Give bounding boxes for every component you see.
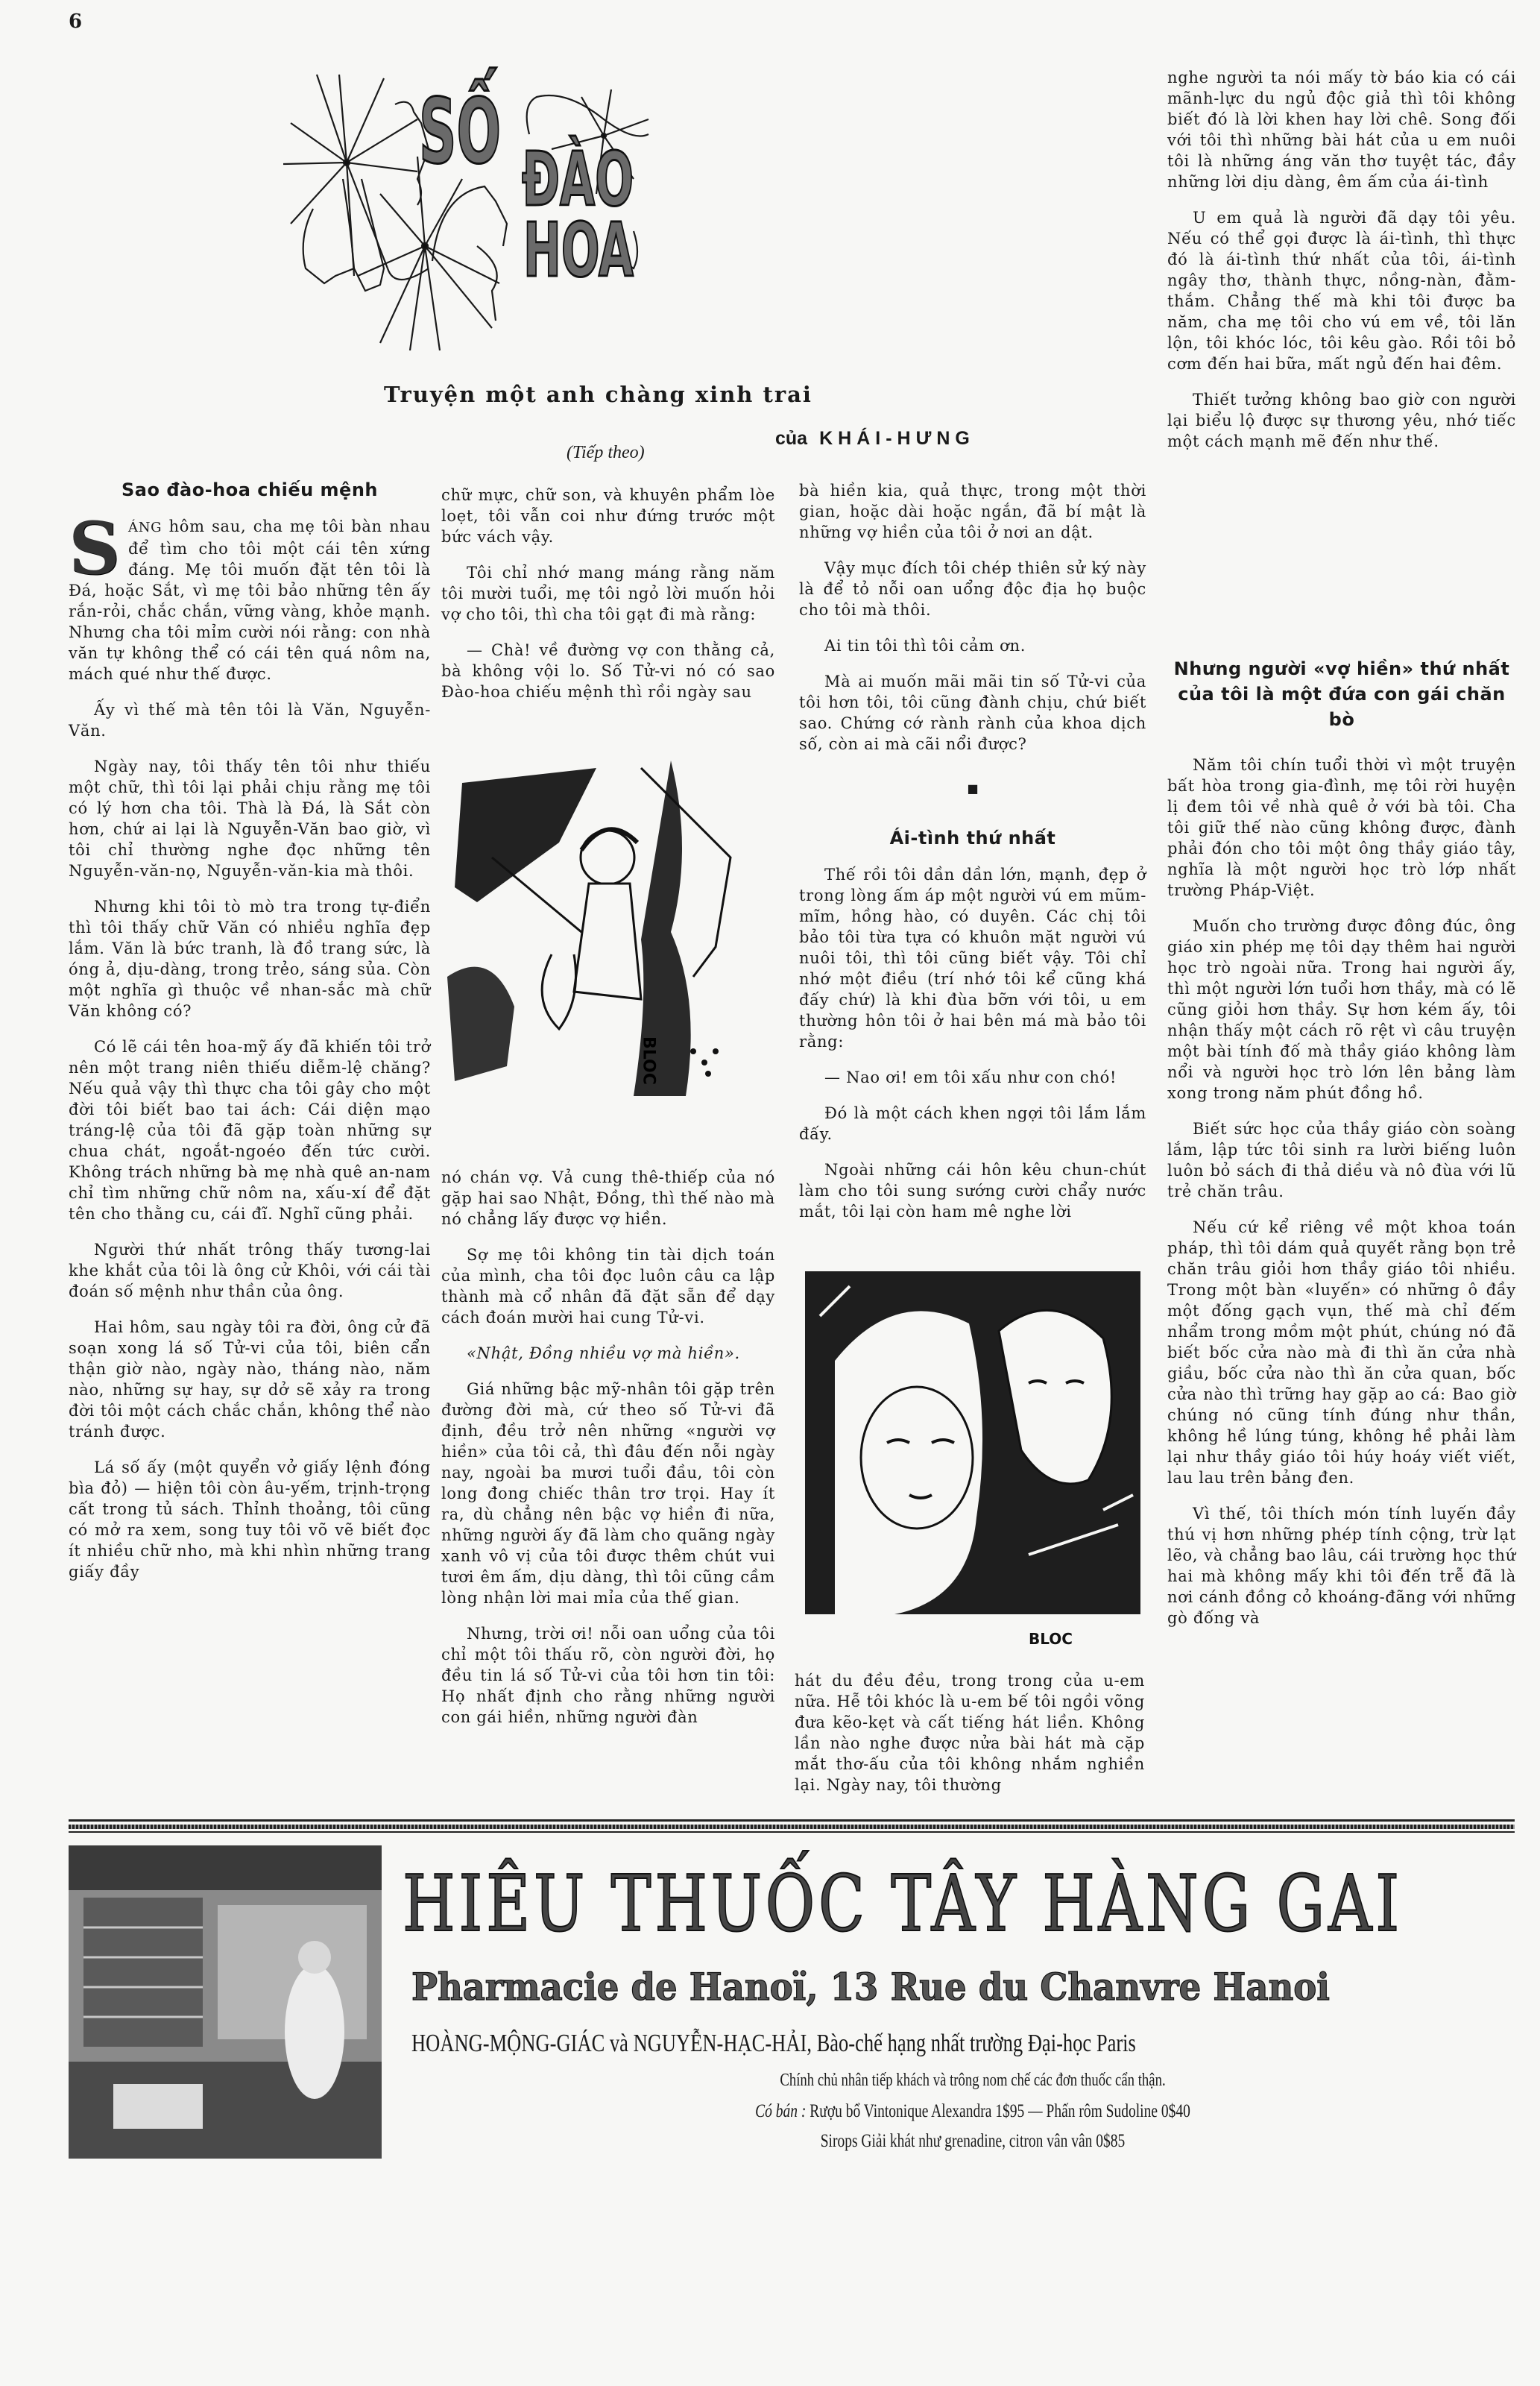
paragraph: Có lẽ cái tên hoa-mỹ ấy đã khiến tôi trở nên một trang niên thiếu diễm-lệ chăng? Nếu quả vậy thì thực cha tôi gây cho một đời tôi biết bao tai ách: Cái diện mạo tráng-lệ của tôi đã gặp toàn những sự chua chát, ngoắt-ngoéo đến tức cười. Không trách những bà mẹ nhà quê an-nam chỉ tìm những chữ nôm na, xấu-xí để đặt tên cho thằng cu, cái đĩ. Nghĩ cũng phải. xyxy=(69,1038,431,1223)
paragraph: U em quả là người đã dạy tôi yêu. Nếu có thể gọi được là ái-tình, thì thực đó là ái-tình thứ nhất của tôi, ái-tình ngây thơ, thành thực, nồng-nàn, đằm-thắm. Chẳng thế mà khi tôi được ba năm, cha mẹ tôi cho vú em về, tôi lăn lộn, tôi khóc lóc, tôi kêu gào. Rồi tôi bỏ cơm đến hai bữa, mất ngủ đến hai đêm. xyxy=(1167,209,1516,373)
ad-title: HIÊU THUỐC TÂY HÀNG GAI xyxy=(403,1858,1403,1949)
column-2-top xyxy=(441,485,775,717)
paragraph: Ngày nay, tôi thấy tên tôi như thiếu một chữ, thì tôi lại phải chịu rằng mẹ tôi có lý hơn cha tôi. Thà là Đá, là Sắt còn hơn, chứ ai lại là Nguyễn-Văn bao giờ, vì tôi chỉ thường nghe đọc những tên Nguyễn-văn-nọ, Nguyễn-văn-kia mà thôi. xyxy=(69,758,431,880)
paragraph: Đó là một cách khen ngợi tôi lắm lắm đấy. xyxy=(799,1104,1146,1143)
paragraph: Năm tôi chín tuổi thời vì một truyện bất hòa trong gia-đình, mẹ tôi rời huyện lị đem tôi về nhà quê ở với bà tôi. Cha tôi giữ thế nào cũng không được, đành phải đón cho tôi một ông thầy giáo tây, nghĩa là một người học trò lớp nhất trường Pháp-Việt. xyxy=(1167,756,1516,899)
paragraph: Tôi chỉ nhớ mang máng rằng năm tôi mười tuổi, mẹ tôi ngỏ lời muốn hỏi vợ cho tôi, thì cha tôi gạt đi mà rằng: xyxy=(441,564,775,623)
column-1 xyxy=(69,477,431,1597)
dropcap-continuation: ÁNG xyxy=(128,520,162,535)
illustration-woman-with-fan xyxy=(447,753,768,1126)
paragraph: Ngoài những cái hôn kêu chun-chút làm cho tôi sung sướng cười chẩy nước mắt, tôi lại còn ham mê nghe lời xyxy=(799,1161,1146,1221)
ad-line-products xyxy=(557,2101,1388,2122)
paragraph: Thiết tưởng không bao giờ con người lại biểu lộ được sự thương yêu, nhớ tiếc một cách mạnh mẽ đến như thế. xyxy=(1167,391,1516,450)
divider-rule xyxy=(69,1819,1515,1822)
paragraph: Hai hôm, sau ngày tôi ra đời, ông cử đã soạn xong lá số Tử-vi của tôi, biên cẩn thận giờ nào, ngày nào, tháng nào, năm nào, những sự hay, sự dở sẽ xảy ra trong đời tôi một cách chắc chắn, không thể nào tránh được. xyxy=(69,1318,431,1441)
ad-line-syrups: Sirops Giải khát như grenadine, citron vân vân 0$85 xyxy=(820,2131,1126,2151)
paragraph: Biết sức học của thầy giáo còn soàng lắm, lập tức tôi sinh ra lười biếng luôn luôn bỏ sách đi thả diều và nô đùa với lũ trẻ chăn trâu. xyxy=(1167,1120,1516,1200)
ad-products-label: Có bán : xyxy=(755,2101,807,2121)
byline xyxy=(775,428,975,450)
page-number: 6 xyxy=(69,10,83,33)
section-ornament: ■ xyxy=(967,781,979,796)
paragraph: bà hiền kia, quả thực, trong một thời gian, hoặc dài hoặc ngắn, đã bí mật là những vợ hiền của tôi ở nơi an dật. xyxy=(799,482,1146,541)
paragraph: Vì thế, tôi thích món tính luyến đầy thú vị hơn những phép tính cộng, trừ lạt lẽo, và chẳng bao lâu, cái trường học thứ hai mà không mấy khi tôi đến trễ đã là nơi cánh đồng cỏ khoáng-đãng với những gò đống và xyxy=(1167,1505,1516,1627)
paragraph: Sợ mẹ tôi không tin tài dịch toán của mình, cha tôi đọc luôn câu ca lập thành mà cổ nhân đã đặt sẵn để dạy cách đoán mười hai cung Tử-vi. xyxy=(441,1246,775,1326)
column-4-bottom xyxy=(1167,656,1516,1643)
column-2-bottom xyxy=(441,1167,775,1743)
pharmacy-photo xyxy=(69,1845,382,2159)
paragraph: nghe người ta nói mấy tờ báo kia có cái mãnh-lực du ngủ độc giả thì tôi không biết đó là lời khen hay lời chê. Song đối với tôi thì những bài hát của u em nuôi tôi là những áng văn thơ tuyệt tác, đầy những lời dịu dàng, êm ấm của ái-tình xyxy=(1167,69,1516,191)
column-4-top xyxy=(1167,67,1516,467)
paragraph: Nhưng khi tôi tò mò tra trong tự-điển thì tôi thấy chữ Văn có nhiều nghĩa đẹp lắm. Văn là bức tranh, là đồ trang sức, là óng ả, dịu-dàng, trong trẻo, sáng sủa. Còn một nghĩa gì thuộc về nhan-sắc mà chữ Văn không có? xyxy=(69,898,431,1020)
ad-products-text: Rượu bổ Vintonique Alexandra 1$95 — Phấn rôm Sudoline 0$40 xyxy=(810,2101,1190,2121)
logo-word-so: SỐ xyxy=(419,81,560,184)
paragraph-text: hôm sau, cha mẹ tôi bàn nhau để tìm cho tôi một cái tên xứng đáng. Mẹ tôi muốn đặt tên tôi là Đá, hoặc Sắt, vì mẹ tôi bảo những tên ấy rắn-rỏi, chắc chắn, vững vàng, khỏe mạnh. Nhưng cha tôi mỉm cười nói rằng: con nhà văn tự không thể có cái tên quá nôm na, mách qué như thế được. xyxy=(69,517,431,683)
section-heading: Ái-tình thứ nhất xyxy=(889,828,1056,849)
column-3-bottom xyxy=(795,1670,1145,1810)
ad-french-address: Pharmacie de Hanoï, 13 Rue du Chanvre Hanoi xyxy=(411,1965,1330,2009)
logo-word-dao: ĐÀO xyxy=(522,136,634,223)
paragraph: Người thứ nhất trông thấy tương-lai khe khắt của tôi là ông cử Khôi, với cái tài đoán số mệnh như thần của ông. xyxy=(69,1241,431,1300)
byline-prefix: của xyxy=(775,428,808,449)
column-3-top xyxy=(799,480,1146,1237)
continued-label: (Tiếp theo) xyxy=(567,443,645,462)
author-name: KHÁI-HƯNG xyxy=(819,428,975,449)
flower-left xyxy=(283,75,429,291)
drop-cap: S xyxy=(69,506,122,591)
quote: «Nhật, Đồng nhiều vợ mà hiền». xyxy=(467,1344,740,1362)
illustration-signature: BLOC xyxy=(639,1036,658,1085)
paragraph xyxy=(69,506,431,684)
illustration-signature: BLOC xyxy=(1029,1630,1073,1648)
story-subtitle: Truyện một anh chàng xinh trai xyxy=(384,382,812,407)
paragraph: Mà ai muốn mãi mãi tin số Tử-vi của tôi hơn tôi, tôi cũng đành chịu, chứ biết sao. Chứng cớ rành rành của khoa dịch số, còn ai mà cãi nổi được? xyxy=(799,673,1146,753)
paragraph: Giá những bậc mỹ-nhân tôi gặp trên đường đời mà, cứ theo số Tử-vi đã định, đều trở nên những «người vợ hiền» của tôi cả, thì đâu đến nỗi ngày nay, ngoài ba mươi tuổi đầu, tôi còn long đong chiếc thân trơ trọi. Hay ít ra, dù chẳng nên bậc vợ hiền đi nữa, những người ấy đã làm cho quãng ngày xanh vô vị của tôi được thêm chút vui tươi êm ấm, dịu dàng, thì tôi cũng cầm lòng nhận lời mai mỉa của thế gian. xyxy=(441,1380,775,1607)
ad-owners: HOÀNG-MỘNG-GIÁC và NGUYỄN-HẠC-HẢI, Bào-chế hạng nhất trường Đại-học Paris xyxy=(411,2030,1136,2057)
section-heading: Nhưng người «vợ hiền» thứ nhất của tôi là một đứa con gái chăn bò xyxy=(1173,658,1510,730)
paragraph: — Chà! về đường vợ con thằng cả, bà không vội lo. Số Tử-vi nó có sao Đào-hoa chiếu mệnh thì rồi ngày sau xyxy=(441,641,775,701)
paragraph: Thế rồi tôi dần dần lớn, mạnh, đẹp ở trong lòng ấm áp một người vú em mũm-mĩm, hồng hào, có duyên. Các chị tôi bảo tôi từa tựa có khuôn mặt người vú nuôi tôi, thì tôi cũng biết vậy. Tôi chỉ nhớ một điều (trí nhớ tôi kể cũng khá đấy chứ) là khi đùa bỡn với tôi, u em thường hôn tôi ở hai bên má mà bảo tôi rằng: xyxy=(799,866,1146,1051)
paragraph: Muốn cho trường được đông đúc, ông giáo xin phép mẹ tôi dạy thêm hai người học trò ngoài nữa. Trong hai người ấy, thì một người lớn tuổi hơn thầy, mà có lẽ cũng giỏi hơn thầy. Sự hơn kém ấy, tôi nhận thấy một cách rõ rệt vì câu truyện một bài tính đố mà thầy giáo không làm nổi và người học trò lớn lên bảng làm xong trong năm phút đồng hồ. xyxy=(1167,917,1516,1102)
divider-rule-hatched xyxy=(69,1825,1515,1829)
ad-line-service: Chính chủ nhân tiếp khách và trông nom chế các đơn thuốc cẩn thận. xyxy=(780,2071,1166,2090)
paragraph: Vậy mục đích tôi chép thiên sử ký này là để tỏ nỗi oan uổng độc địa họ buộc cho tôi mà thôi. xyxy=(799,559,1146,619)
paragraph: Nếu cứ kể riêng về một khoa toán pháp, thì tôi dám quả quyết rằng bọn trẻ chăn trâu giỏi hơn thầy giáo tôi nhiều. Trong một bàn «luyến» có những ô đầy một đống gạch vụn, thế mà chỉ đếm nhẩm trong mồm một phút, chúng nó đã biết bốc cửa nào mà đi thì ăn cửa nhà giầu, bốc cửa nào thì ăn cửa quan, bốc cửa nào thì trững hay gặp ao cá: Bao giờ chúng nó cũng tính đúng như thần, không hề lúng túng, không hề phải làm lại như thầy giáo tôi húy hoáy viết viết, lau lau trên bảng đen. xyxy=(1167,1218,1516,1487)
divider-rule xyxy=(69,1831,1515,1833)
illustration-two-faces xyxy=(805,1271,1140,1659)
paragraph: chữ mực, chữ son, và khuyên phẩm lòe loẹt, tôi vẫn coi như đứng trước một bức vách vậy. xyxy=(441,486,775,546)
paragraph: Ấy vì thế mà tên tôi là Văn, Nguyễn-Văn. xyxy=(69,701,431,740)
paragraph: Nhưng, trời ơi! nỗi oan uổng của tôi chỉ một tôi thấu rõ, còn người đời, họ đều tin lá số Tử-vi của tôi hơn tin tôi: Họ nhất định cho rằng những người con gái hiền, những người đàn xyxy=(441,1625,775,1726)
paragraph: Ai tin tôi thì tôi cảm ơn. xyxy=(824,637,1026,655)
paragraph: Lá số ấy (một quyển vở giấy lệnh đóng bìa đỏ) — hiện tôi còn âu-yếm, trịnh-trọng cất trong tủ sách. Thỉnh thoảng, tôi cũng có mở ra xem, song tuy tôi võ vẽ biết đọc ít nhiều chữ nho, mà khi nhìn những trang giấy đầy xyxy=(69,1458,431,1581)
section-heading: Sao đào-hoa chiếu mệnh xyxy=(122,479,378,500)
logo-word-hoa: HOA xyxy=(523,207,634,294)
title-logo-artwork xyxy=(283,45,984,373)
paragraph: hát du đều đều, trong trong của u-em nữa. Hễ tôi khóc là u-em bế tôi ngồi võng đưa kẽo-kẹt và cất tiếng hát liền. Không lần nào nghe được nửa bài hát mà cặp mắt thơ-ấu của tôi không nhắm nghiền lại. Ngày nay, tôi thường xyxy=(795,1672,1145,1794)
paragraph: nó chán vợ. Vả cung thê-thiếp của nó gặp hai sao Nhật, Đồng, thì thế nào mà nó chẳng lấy được vợ hiền. xyxy=(441,1168,775,1228)
paragraph: — Nao ơi! em tôi xấu như con chó! xyxy=(824,1068,1117,1086)
